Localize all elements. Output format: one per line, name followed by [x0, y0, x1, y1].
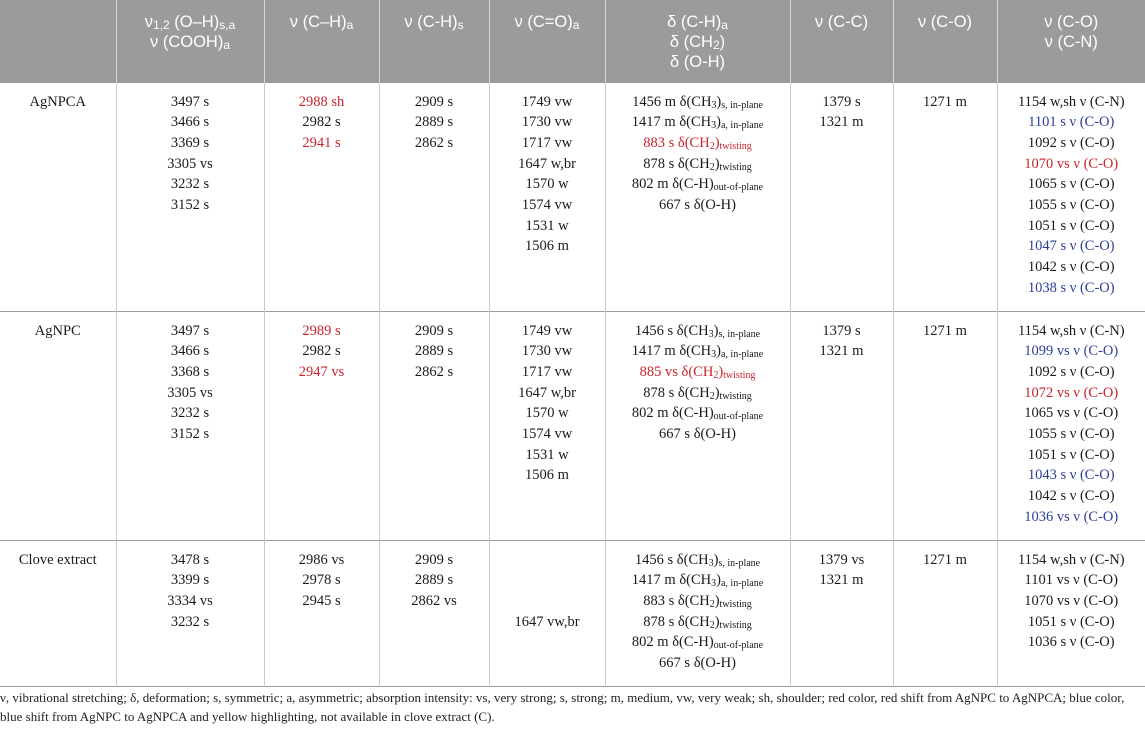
band-value: 1042 s ν (C-O)	[1027, 259, 1115, 276]
band-value: 3232 s	[170, 405, 210, 422]
band-value: 1321 m	[819, 343, 864, 360]
band-value: 1154 w,sh ν (C-N)	[1017, 551, 1125, 568]
band-value: 667 s δ(O-H)	[659, 197, 736, 214]
band-value: 883 s $\delta(CH_2)_{twisting}$	[643, 592, 752, 610]
band-value: 1051 s ν (C-O)	[1027, 446, 1115, 463]
band-value: 3478 s	[170, 551, 210, 568]
co-cell	[893, 540, 997, 686]
band-value: 1506 m	[525, 238, 569, 255]
band-value: 3399 s	[170, 572, 210, 589]
band-value: 3368 s	[170, 363, 210, 380]
band-value: 1749 vw	[521, 93, 573, 110]
band-value: 1647 vw,br	[514, 613, 580, 630]
band-value: 2889 s	[414, 343, 454, 360]
band-value-blue-shift: 1047 s ν (C-O)	[1027, 238, 1115, 255]
band-value-red-shift: 2989 s	[302, 322, 341, 339]
band-value: 2862 vs	[411, 592, 457, 609]
band-value: 667 s δ(O-H)	[659, 426, 736, 443]
band-value: 1271 m	[923, 322, 967, 339]
co-cn-cell	[997, 540, 1145, 686]
band-value: 1574 vw	[521, 197, 573, 214]
band-value: 3152 s	[170, 426, 210, 443]
header-ch-asym: ν $(C-H)_a$	[264, 0, 379, 82]
band-value: 1101 vs ν (C-O)	[1024, 572, 1118, 589]
oh-cell	[116, 311, 264, 540]
header-row	[0, 0, 1145, 82]
band-value: 878 s $\delta(CH_2)_{twisting}$	[643, 384, 752, 402]
band-value: 3152 s	[170, 197, 210, 214]
table-row	[0, 311, 1145, 540]
band-value-red-shift: 2988 sh	[298, 93, 345, 110]
co-asym-cell	[489, 540, 605, 686]
band-value: 1321 m	[819, 114, 864, 131]
cc-cell	[790, 540, 893, 686]
band-value: 1456 m $\delta(CH_3)_{s, in-plane}$	[632, 93, 763, 111]
band-value: 2909 s	[414, 551, 454, 568]
table-row	[0, 82, 1145, 311]
co-cell	[893, 311, 997, 540]
band-value: 1065 vs ν (C-O)	[1024, 405, 1119, 422]
co-cn-cell	[997, 82, 1145, 311]
band-value: 1456 s $\delta(CH_3)_{s, in-plane}$	[634, 551, 761, 569]
band-value: 2862 s	[414, 363, 454, 380]
band-value: 3497 s	[170, 322, 210, 339]
band-value-red-shift: 885 vs $\delta(CH_2)_{twisting}$	[639, 363, 756, 381]
band-value: 1092 s ν (C-O)	[1027, 134, 1115, 151]
band-value: 1730 vw	[521, 114, 573, 131]
band-value: 1531 w	[525, 446, 569, 463]
band-value: 3232 s	[170, 176, 210, 193]
band-value-red-shift: 883 s $\delta(CH_2)_{twisting}$	[643, 134, 752, 152]
header-sample	[0, 0, 116, 82]
band-value: 3369 s	[170, 134, 210, 151]
header-co-asym: ν $(C=O)_a$	[489, 0, 605, 82]
band-value: 1570 w	[525, 405, 569, 422]
band-value: 1055 s ν (C-O)	[1027, 426, 1115, 443]
deformation-cell	[605, 82, 790, 311]
band-value: 1417 m $\delta(CH_3)_{a, in-plane}$	[631, 343, 764, 361]
band-value: 3232 s	[170, 613, 210, 630]
co-asym-cell	[489, 311, 605, 540]
band-value: 1749 vw	[521, 322, 573, 339]
ch-sym-cell	[379, 540, 489, 686]
header-oh-stretch: $\nu_{1,2}$ $(O-H)_{s,a}$ ν $(COOH)_a$	[116, 0, 264, 82]
co-asym-cell	[489, 82, 605, 311]
band-value: 3466 s	[170, 343, 210, 360]
band-value: 1506 m	[525, 467, 569, 484]
band-value: 1647 w,br	[518, 155, 576, 172]
cc-cell	[790, 82, 893, 311]
header-co-stretch: ν (C-O)	[893, 0, 997, 82]
band-value: 1154 w,sh ν (C-N)	[1017, 322, 1125, 339]
band-value: 1154 w,sh ν (C-N)	[1017, 93, 1125, 110]
band-value: 3305 vs	[167, 384, 213, 401]
band-value: 1379 s	[822, 322, 861, 339]
band-value: 2909 s	[414, 322, 454, 339]
ch-asym-cell	[264, 311, 379, 540]
band-value: 1717 vw	[521, 363, 573, 380]
band-value: 2982 s	[302, 114, 341, 131]
band-value: 2889 s	[414, 572, 454, 589]
band-value: 667 s δ(O-H)	[659, 655, 736, 672]
band-value: 802 m $\delta(C-H)_{out-of-plane}$	[631, 405, 764, 423]
band-value: 802 m $\delta(C-H)_{out-of-plane}$	[631, 176, 764, 194]
cc-cell	[790, 311, 893, 540]
band-value: 1055 s ν (C-O)	[1027, 197, 1115, 214]
band-value-red-shift: 2947 vs	[298, 363, 345, 380]
table-footnote: ν, vibrational stretching; δ, deformation; s, symmetric; a, asymmetric; absorption intensity: vs, very strong; s, strong; m, medium, vw, very weak; sh, shoulder; red color, red shift from AgNPC to AgNPCA; blue color, blue shift from AgNPC to AgNPCA and yellow highlighting, not available in clove extract (C).	[0, 690, 1125, 724]
band-value: 1036 s ν (C-O)	[1027, 634, 1115, 651]
band-value-blue-shift: 1036 vs ν (C-O)	[1024, 508, 1119, 525]
band-value-blue-shift: 1043 s ν (C-O)	[1027, 467, 1115, 484]
header-deformation: δ $(C-H)_a$ δ $(CH_2)$ δ (O-H)	[605, 0, 790, 82]
band-value: 3466 s	[170, 114, 210, 131]
band-value-blue-shift: 1099 vs ν (C-O)	[1024, 343, 1119, 360]
band-value-red-shift: 1070 vs ν (C-O)	[1024, 155, 1119, 172]
band-value: 3497 s	[170, 93, 210, 110]
band-value: 1070 vs ν (C-O)	[1024, 592, 1119, 609]
band-value: 1042 s ν (C-O)	[1027, 488, 1115, 505]
band-value: 1051 s ν (C-O)	[1027, 613, 1115, 630]
band-value: 878 s $\delta(CH_2)_{twisting}$	[643, 155, 752, 173]
band-value: 2889 s	[414, 114, 454, 131]
band-value: 1321 m	[819, 572, 864, 589]
band-value: 1417 m $\delta(CH_3)_{a, in-plane}$	[631, 114, 764, 132]
sample-name: Clove extract	[18, 551, 97, 568]
table-row	[0, 540, 1145, 686]
band-value: 2909 s	[414, 93, 454, 110]
band-value: 2978 s	[302, 572, 341, 589]
band-value: 1065 s ν (C-O)	[1027, 176, 1115, 193]
band-value: 1051 s ν (C-O)	[1027, 217, 1115, 234]
sample-name: AgNPC	[34, 322, 81, 339]
band-value-blue-shift: 1038 s ν (C-O)	[1027, 279, 1115, 296]
ch-asym-cell	[264, 540, 379, 686]
band-value: 2982 s	[302, 343, 341, 360]
band-value: 3334 vs	[167, 592, 213, 609]
band-value: 1379 vs	[818, 551, 865, 568]
band-value: 2986 vs	[298, 551, 345, 568]
sample-name: AgNPCA	[29, 93, 86, 110]
band-value: 3305 vs	[167, 155, 213, 172]
band-value-red-shift: 2941 s	[302, 134, 341, 151]
band-value: 1647 w,br	[518, 384, 576, 401]
oh-cell	[116, 82, 264, 311]
oh-cell	[116, 540, 264, 686]
band-value: 1271 m	[923, 551, 967, 568]
ch-asym-cell	[264, 82, 379, 311]
deformation-cell	[605, 540, 790, 686]
header-ch-sym: ν $(C-H)_s$	[379, 0, 489, 82]
band-value-red-shift: 1072 vs ν (C-O)	[1024, 384, 1119, 401]
band-value: 1092 s ν (C-O)	[1027, 363, 1115, 380]
band-value: 1531 w	[525, 217, 569, 234]
band-value: 1730 vw	[521, 343, 573, 360]
band-value: 2862 s	[414, 134, 454, 151]
band-value: 1271 m	[923, 93, 967, 110]
band-value: 1570 w	[525, 176, 569, 193]
co-cell	[893, 82, 997, 311]
band-value: 2945 s	[302, 592, 341, 609]
band-value: 1417 m $\delta(CH_3)_{a, in-plane}$	[631, 572, 764, 590]
deformation-cell	[605, 311, 790, 540]
band-value: 1379 s	[822, 93, 861, 110]
header-cc-stretch: ν (C-C)	[790, 0, 893, 82]
band-value: 1717 vw	[521, 134, 573, 151]
band-value: 802 m $\delta(C-H)_{out-of-plane}$	[631, 634, 764, 652]
header-co-cn-stretch: ν (C-O) ν (C-N)	[997, 0, 1145, 82]
band-value: 1456 s $\delta(CH_3)_{s, in-plane}$	[634, 322, 761, 340]
band-value: 878 s $\delta(CH_2)_{twisting}$	[643, 613, 752, 631]
ch-sym-cell	[379, 311, 489, 540]
band-value: 1574 vw	[521, 426, 573, 443]
ch-sym-cell	[379, 82, 489, 311]
co-cn-cell	[997, 311, 1145, 540]
band-value-blue-shift: 1101 s ν (C-O)	[1028, 114, 1115, 131]
